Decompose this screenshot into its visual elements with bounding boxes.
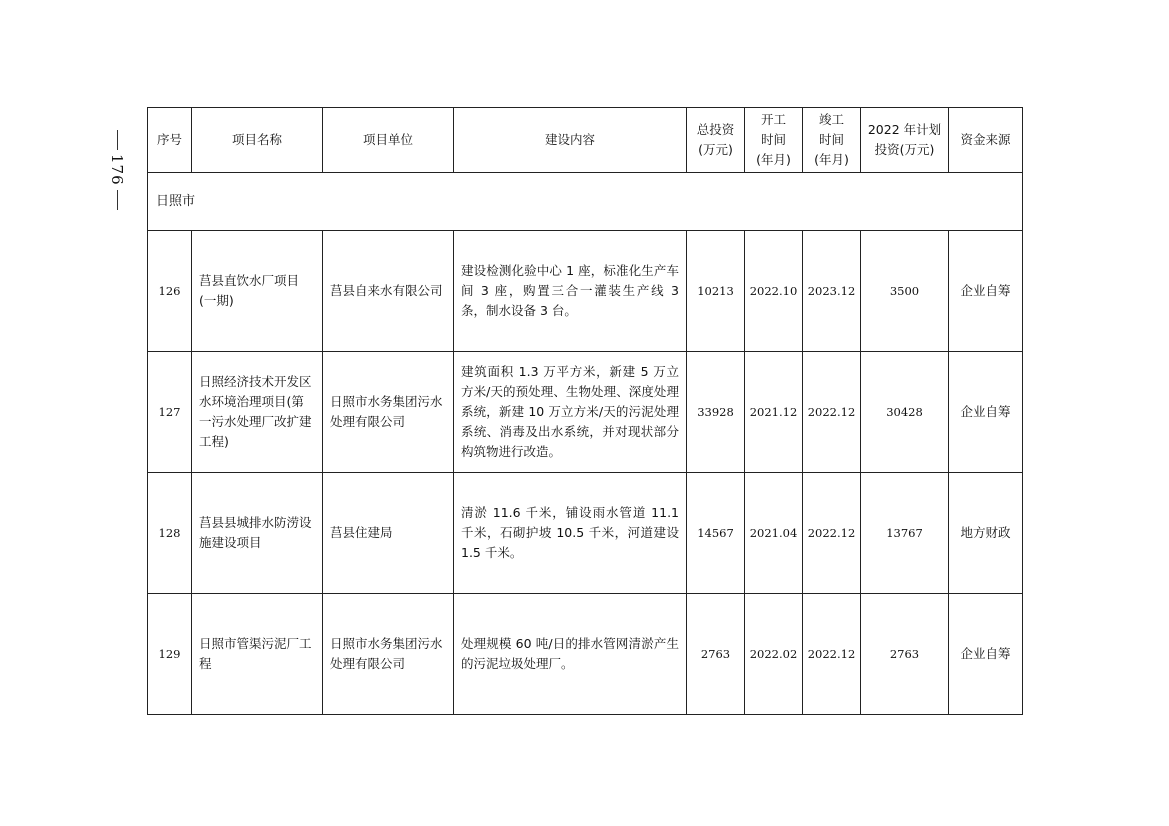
cell-content: 处理规模 60 吨/日的排水管网清淤产生的污泥垃圾处理厂。: [454, 594, 687, 715]
cell-seq: 126: [148, 231, 192, 352]
cell-plan-2022: 3500: [861, 231, 949, 352]
cell-project-unit: 日照市水务集团污水处理有限公司: [323, 352, 454, 473]
page-number-dash-top: [117, 130, 118, 150]
cell-content: 建设检测化验中心 1 座，标准化生产车间 3 座，购置三合一灌装生产线 3 条，制水设备 3 台。: [454, 231, 687, 352]
cell-end-time: 2022.12: [803, 594, 861, 715]
cell-source: 企业自筹: [949, 352, 1023, 473]
cell-project-name: 日照经济技术开发区水环境治理项目(第一污水处理厂改扩建工程): [192, 352, 323, 473]
header-content: 建设内容: [454, 108, 687, 173]
city-row: [148, 173, 1023, 231]
cell-project-name: 日照市管渠污泥厂工程: [192, 594, 323, 715]
cell-project-name: 莒县直饮水厂项目(一期): [192, 231, 323, 352]
header-end-time: 竣工 时间 (年月): [803, 108, 861, 173]
cell-start-time: 2021.12: [745, 352, 803, 473]
page-number-dash-bottom: [117, 190, 118, 210]
table-row: [148, 594, 1023, 715]
cell-plan-2022: 13767: [861, 473, 949, 594]
cell-investment: 10213: [687, 231, 745, 352]
projects-table: [147, 107, 1023, 715]
cell-investment: 2763: [687, 594, 745, 715]
cell-project-unit: 日照市水务集团污水处理有限公司: [323, 594, 454, 715]
cell-project-unit: 莒县自来水有限公司: [323, 231, 454, 352]
cell-start-time: 2022.10: [745, 231, 803, 352]
cell-project-unit: 莒县住建局: [323, 473, 454, 594]
cell-investment: 33928: [687, 352, 745, 473]
cell-seq: 127: [148, 352, 192, 473]
header-name: 项目名称: [192, 108, 323, 173]
page-number-text: 176: [108, 154, 126, 186]
cell-content: 清淤 11.6 千米，铺设雨水管道 11.1 千米，石砌护坡 10.5 千米，河道建设 1.5 千米。: [454, 473, 687, 594]
header-unit: 项目单位: [323, 108, 454, 173]
cell-content: 建筑面积 1.3 万平方米，新建 5 万立方米/天的预处理、生物处理、深度处理系统，新建 10 万立方米/天的污泥处理系统、消毒及出水系统，并对现状部分构筑物进行改造。: [454, 352, 687, 473]
cell-source: 企业自筹: [949, 231, 1023, 352]
header-investment: 总投资 (万元): [687, 108, 745, 173]
cell-start-time: 2022.02: [745, 594, 803, 715]
page-number: [97, 126, 137, 226]
cell-end-time: 2022.12: [803, 473, 861, 594]
cell-source: 地方财政: [949, 473, 1023, 594]
cell-plan-2022: 2763: [861, 594, 949, 715]
cell-plan-2022: 30428: [861, 352, 949, 473]
cell-investment: 14567: [687, 473, 745, 594]
cell-source: 企业自筹: [949, 594, 1023, 715]
cell-seq: 128: [148, 473, 192, 594]
header-source: 资金来源: [949, 108, 1023, 173]
table-row: [148, 352, 1023, 473]
cell-end-time: 2022.12: [803, 352, 861, 473]
cell-project-name: 莒县县城排水防涝设施建设项目: [192, 473, 323, 594]
header-plan-2022: 2022 年计划 投资(万元): [861, 108, 949, 173]
city-name: 日照市: [148, 173, 1023, 231]
table-row: [148, 473, 1023, 594]
header-start-time: 开工 时间 (年月): [745, 108, 803, 173]
header-seq: 序号: [148, 108, 192, 173]
table-header-row: [148, 108, 1023, 173]
cell-start-time: 2021.04: [745, 473, 803, 594]
cell-end-time: 2023.12: [803, 231, 861, 352]
table-row: [148, 231, 1023, 352]
cell-seq: 129: [148, 594, 192, 715]
